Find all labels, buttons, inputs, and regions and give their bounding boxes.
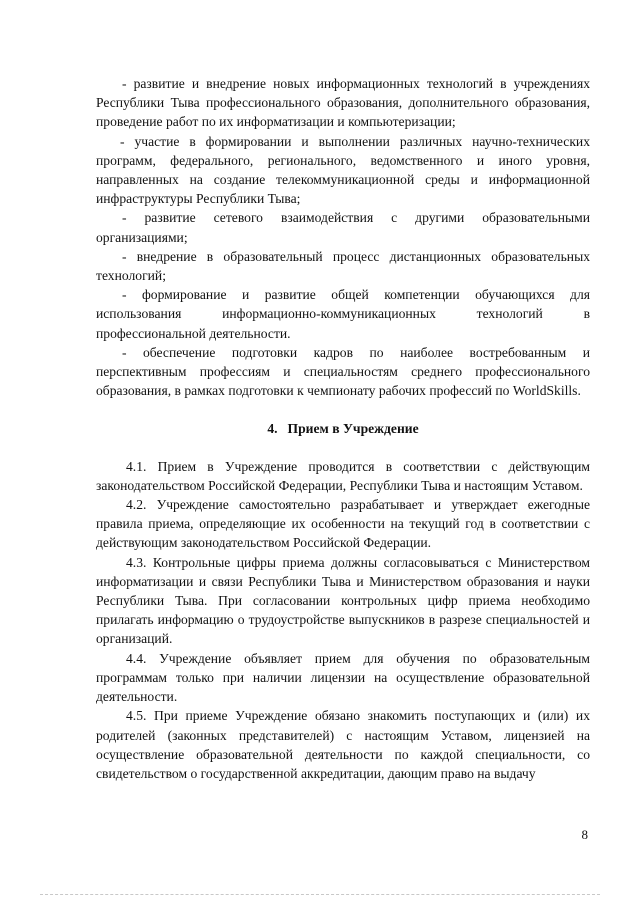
page-number: 8	[581, 827, 588, 842]
clause-paragraph: 4.5. При приеме Учреждение обязано знакомить поступающих и (или) их родителей (законных представителей) с настоящим Уставом, лицензией на осуществление образовательной деятельности по каждой специальности, со свидетельством о государственной аккредитации, дающим право на выдачу	[96, 708, 590, 781]
section-heading	[96, 419, 590, 438]
bullet-item: - участие в формировании и выполнении различных научно-технических программ, федерального, регионального, ведомственного и иного уровня, направленных на создание телекоммуникационной среды и информационной инфраструктуры Республики Тыва;	[96, 133, 590, 207]
clause-paragraph: 4.1. Прием в Учреждение проводится в соответствии с действующим законодательством Российской Федерации, Республики Тыва и настоящим Уставом.	[96, 458, 590, 493]
clause-paragraph: 4.4. Учреждение объявляет прием для обучения по образовательным программам только при наличии лицензии на осуществление образовательной деятельности.	[96, 650, 590, 705]
page-body	[96, 74, 590, 783]
section-number: 4.	[267, 421, 278, 437]
page-bottom-divider	[40, 894, 600, 895]
bullet-item: - развитие и внедрение новых информационных технологий в учреждениях Республики Тыва профессионального образования, дополнительного образования, проведение работ по их информатизации и компьютеризации;	[96, 76, 590, 130]
bullet-item: - обеспечение подготовки кадров по наиболее востребованным и перспективным профессиям и специальностям среднего профессионального образования, в рамках подготовки к чемпионату рабочих профессий по WorldSkills.	[96, 344, 590, 399]
bullet-item: - развитие сетевого взаимодействия с другими образовательными организациями;	[96, 210, 590, 245]
bullet-item: - внедрение в образовательный процесс дистанционных образовательных технологий;	[96, 248, 590, 284]
clause-paragraph: 4.2. Учреждение самостоятельно разрабатывает и утверждает ежегодные правила приема, определяющие их особенности на текущий год в соответствии с действующим законодательством Российской Федерации.	[96, 497, 590, 551]
bullet-item: - формирование и развитие общей компетенции обучающихся для использования информационно-коммуникационных технологий в профессиональной деятельности.	[96, 287, 590, 341]
section-title: Прием в Учреждение	[287, 421, 419, 437]
clause-paragraph: 4.3. Контрольные цифры приема должны согласовываться с Министерством информатизации и связи Республики Тыва и Министерством образования и науки Республики Тыва. При согласовании контрольных цифр приема необходимо прилагать информацию о трудоустройстве выпускников в разрезе специальностей и организаций.	[96, 554, 590, 647]
